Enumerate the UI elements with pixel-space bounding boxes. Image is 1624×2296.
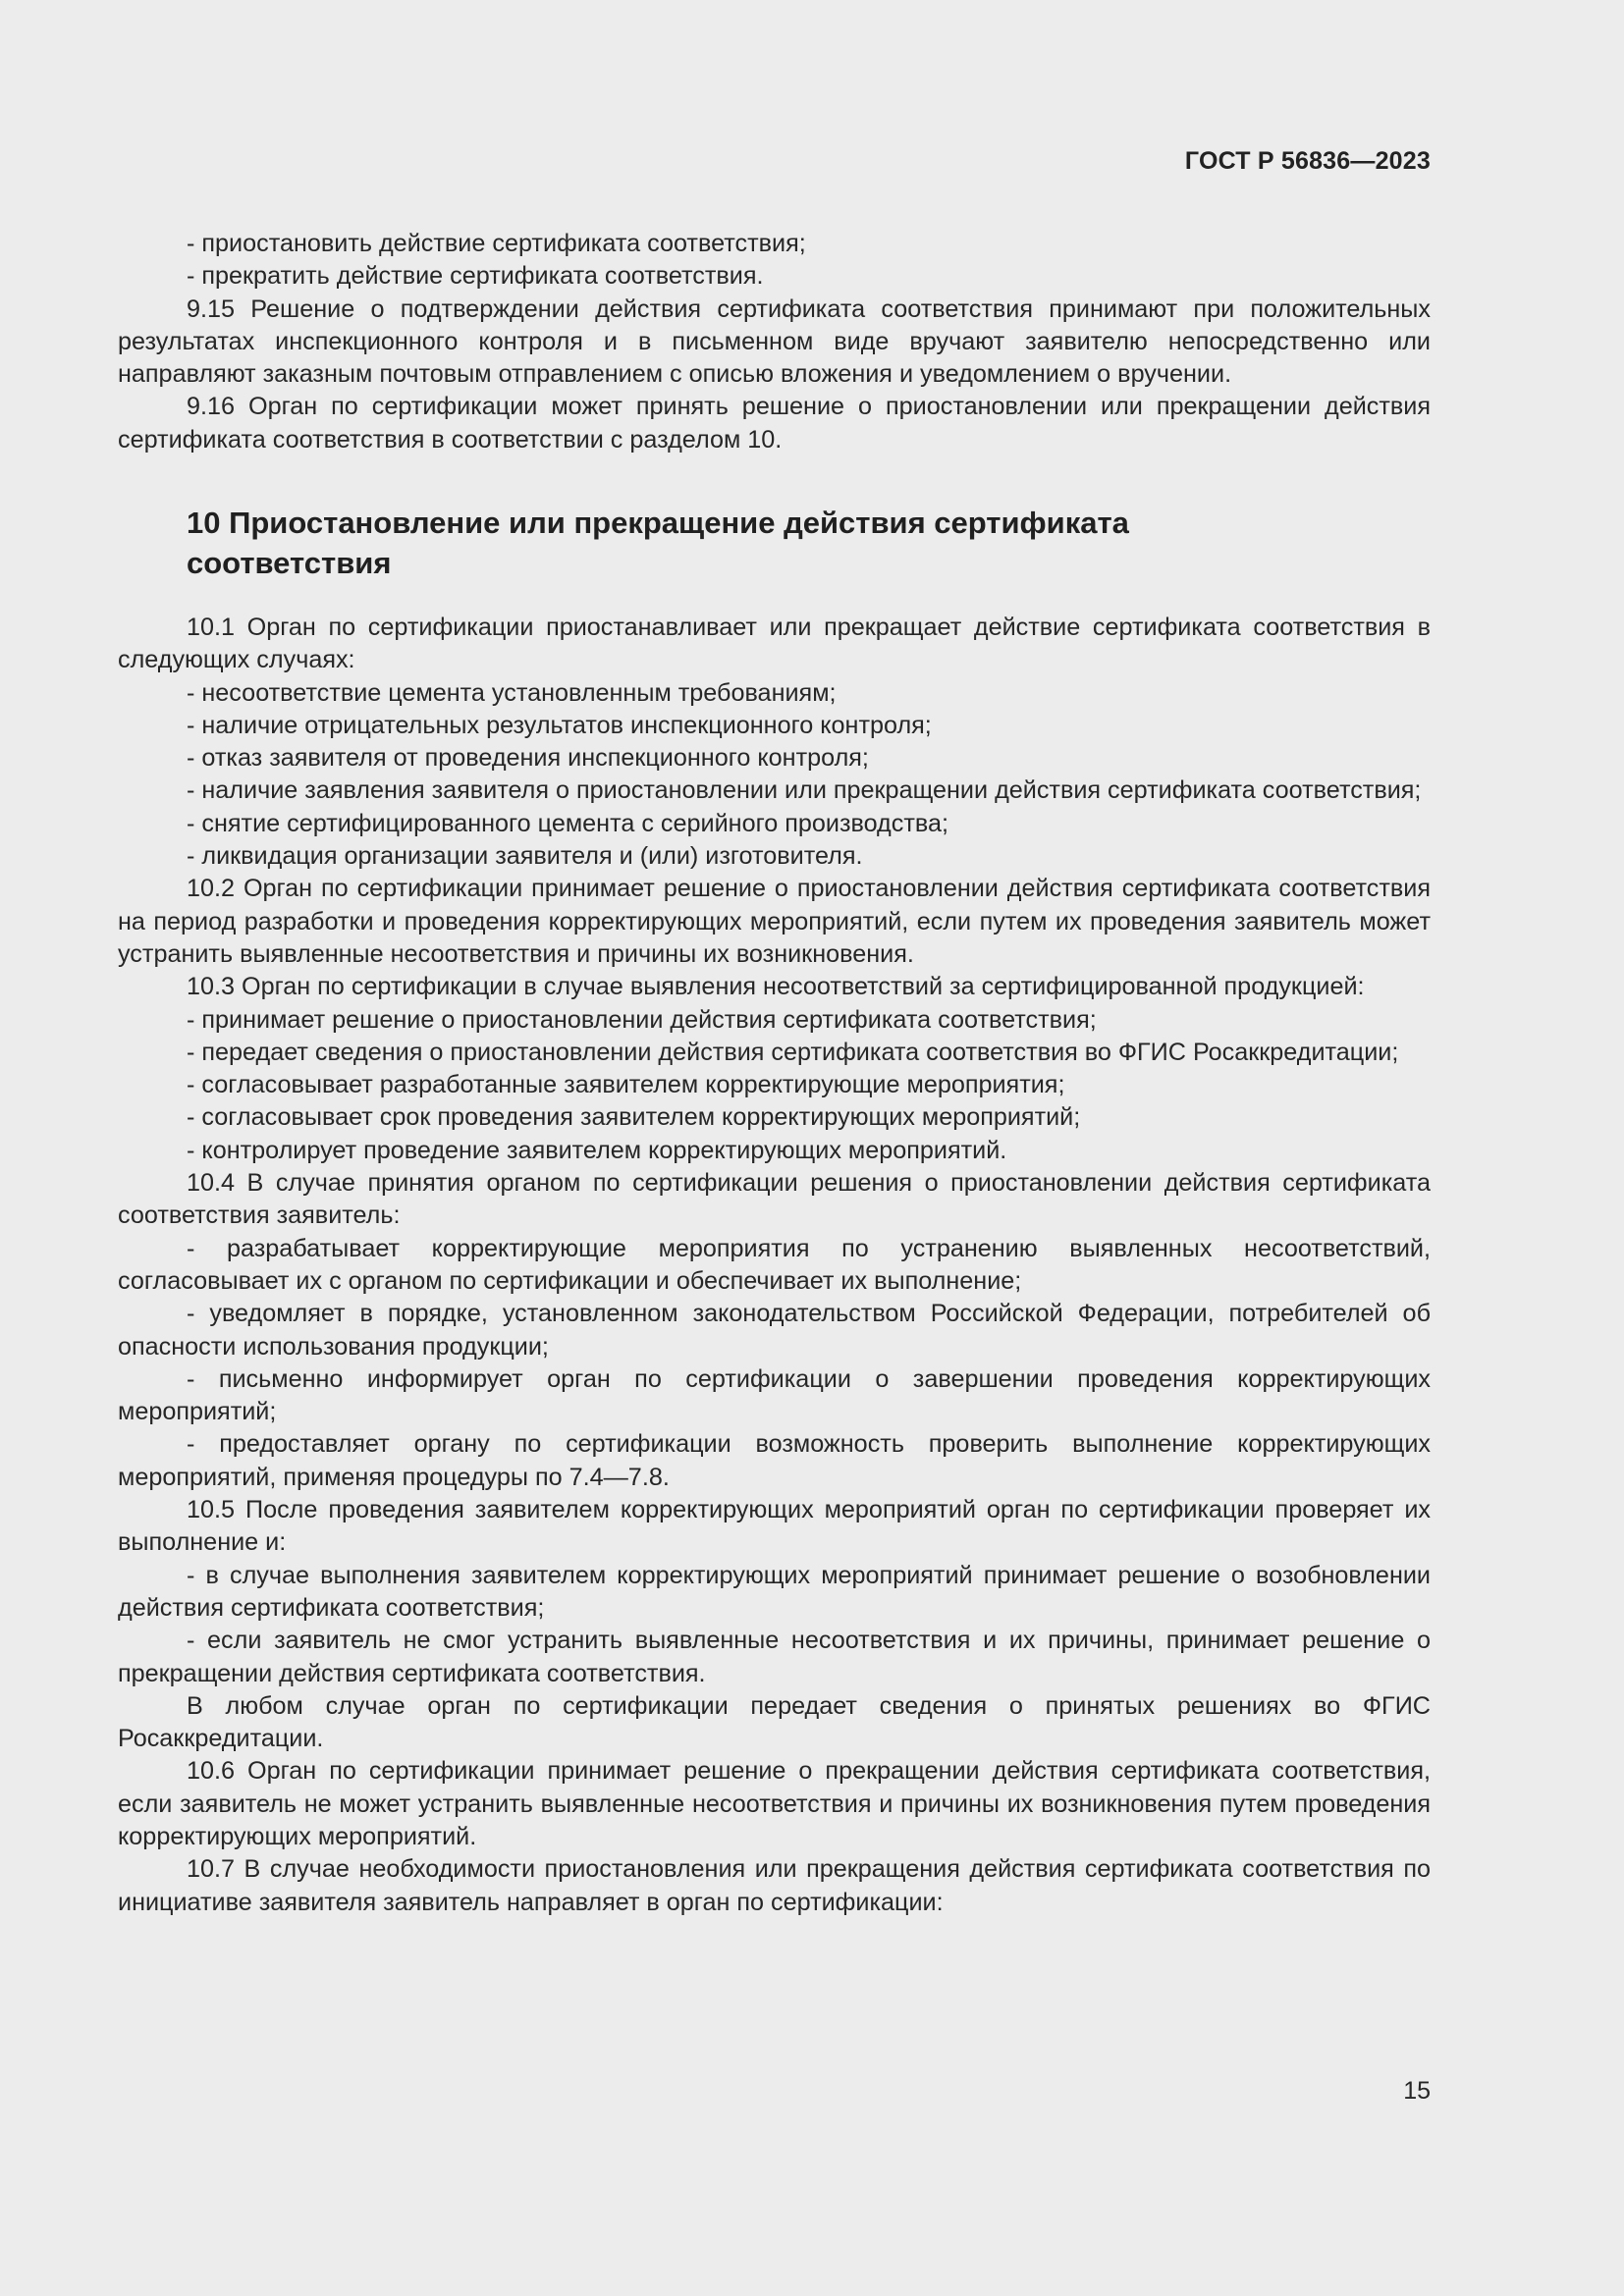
paragraph: 10.1 Орган по сертификации приостанавливает или прекращает действие сертификата соответствия в следующих случаях: bbox=[118, 614, 1431, 674]
list-item: - согласовывает срок проведения заявителем корректирующих мероприятий; bbox=[187, 1103, 1081, 1132]
list-item: - если заявитель не смог устранить выявленные несоответствия и их причины, принимает решение о прекращении действия сертификата соответствия. bbox=[118, 1627, 1431, 1687]
paragraph: 9.15 Решение о подтверждении действия сертификата соответствия принимают при положительных результатах инспекционного контроля и в письменном виде вручают заявителю непосредственно или направляют заказным почтовым отправлением с описью вложения и уведомлением о вручении. bbox=[118, 294, 1431, 389]
list-item: - согласовывает разработанные заявителем корректирующие мероприятия; bbox=[187, 1071, 1065, 1099]
section-heading: 10 Приостановление или прекращение действия сертификата соответствия bbox=[187, 506, 1129, 580]
list-item: - письменно информирует орган по сертификации о завершении проведения корректирующих мероприятий; bbox=[118, 1364, 1431, 1426]
list-item: - несоответствие цемента установленным требованиям; bbox=[187, 678, 837, 707]
list-item: - в случае выполнения заявителем корректирующих мероприятий принимает решение о возобновлении действия сертификата соответствия; bbox=[118, 1561, 1431, 1622]
list-item: - разрабатывает корректирующие мероприятия по устранению выявленных несоответствий, согласовывает их с органом по сертификации и обеспечивает их выполнение; bbox=[118, 1234, 1431, 1295]
list-item: - наличие заявления заявителя о приостановлении или прекращении действия сертификата соответствия; bbox=[187, 776, 1422, 805]
paragraph: 10.6 Орган по сертификации принимает решение о прекращении действия сертификата соответствия, если заявитель не может устранить выявленные несоответствия и причины их возникновения путем проведения корректирующих мероприятий. bbox=[118, 1757, 1431, 1850]
document-header: ГОСТ Р 56836—2023 bbox=[1184, 147, 1431, 175]
page-number: 15 bbox=[1403, 2077, 1431, 2105]
list-item: - снятие сертифицированного цемента с серийного производства; bbox=[187, 809, 948, 837]
list-item: - отказ заявителя от проведения инспекционного контроля; bbox=[187, 744, 869, 773]
list-item: - уведомляет в порядке, установленном законодательством Российской Федерации, потребителей об опасности использования продукции; bbox=[118, 1300, 1431, 1361]
list-item: - наличие отрицательных результатов инспекционного контроля; bbox=[187, 711, 932, 739]
paragraph: - прекратить действие сертификата соответствия. bbox=[187, 262, 764, 291]
list-item: - предоставляет органу по сертификации возможность проверить выполнение корректирующих мероприятий, применяя процедуры по 7.4—7.8. bbox=[118, 1430, 1431, 1491]
list-item: - контролирует проведение заявителем корректирующих мероприятий. bbox=[187, 1136, 1007, 1164]
paragraph: 10.5 После проведения заявителем корректирующих мероприятий орган по сертификации проверяет их выполнение и: bbox=[118, 1496, 1431, 1557]
paragraph: - приостановить действие сертификата соответствия; bbox=[187, 230, 806, 257]
paragraph: 10.3 Орган по сертификации в случае выявления несоответствий за сертифицированной продукцией: bbox=[187, 973, 1365, 1001]
intro-text-block bbox=[118, 228, 1431, 456]
paragraph: 10.7 В случае необходимости приостановления или прекращения действия сертификата соответствия по инициативе заявителя заявитель направляет в орган по сертификации: bbox=[118, 1855, 1431, 1916]
paragraph: 9.16 Орган по сертификации может принять решение о приостановлении или прекращении действия сертификата соответствия в соответствии с разделом 10. bbox=[118, 393, 1431, 454]
list-item: - передает сведения о приостановлении действия сертификата соответствия во ФГИС Росаккредитации; bbox=[187, 1038, 1399, 1066]
section-text-block bbox=[118, 612, 1431, 1919]
paragraph: В любом случае орган по сертификации передает сведения о принятых решениях во ФГИС Росаккредитации. bbox=[118, 1691, 1431, 1753]
list-item: - принимает решение о приостановлении действия сертификата соответствия; bbox=[187, 1005, 1097, 1034]
list-item: - ликвидация организации заявителя и (или) изготовителя. bbox=[187, 842, 863, 871]
paragraph: 10.4 В случае принятия органом по сертификации решения о приостановлении действия сертификата соответствия заявитель: bbox=[118, 1169, 1431, 1230]
paragraph: 10.2 Орган по сертификации принимает решение о приостановлении действия сертификата соответствия на период разработки и проведения корректирующих мероприятий, если путем их проведения заявитель может устранить выявленные несоответствия и причины их возникновения. bbox=[118, 875, 1431, 968]
